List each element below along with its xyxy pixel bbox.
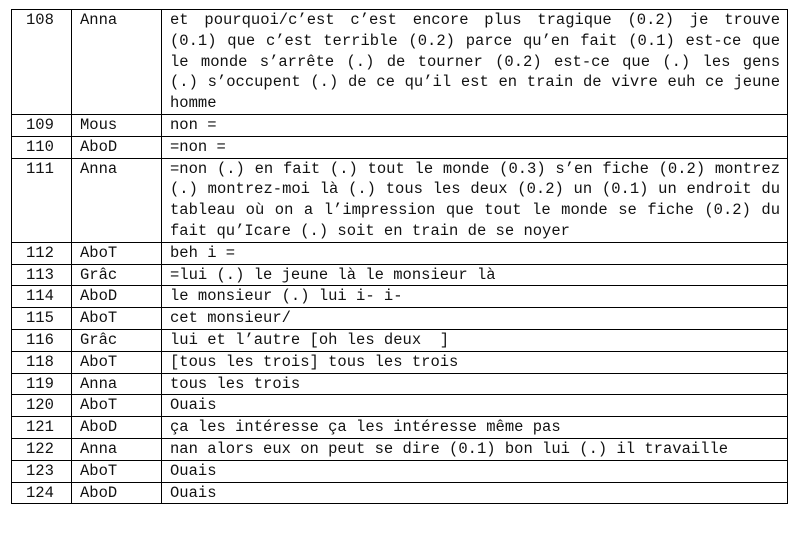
speaker-name: AboD: [72, 482, 162, 504]
speaker-name: AboT: [72, 242, 162, 264]
utterance-text: =non (.) en fait (.) tout le monde (0.3) s’en fiche (0.2) montrez (.) montrez-moi là (.) tous les deux (0.2) un (0.1) un endroit du tableau où on a l’impression que tout le monde se fiche (0.2) du fait qu’Icare (.) soit en train de se noyer: [162, 158, 788, 242]
transcript-row: [12, 417, 788, 439]
transcript-row: [12, 329, 788, 351]
utterance-text: et pourquoi/c’est c’est encore plus tragique (0.2) je trouve (0.1) que c’est terrible (0.2) parce qu’en fait (0.1) est-ce que le monde s’arrête (.) de tourner (0.2) est-ce que (.) les gens (.) s’occupent (.) de ce qu’il est en train de vivre euh ce jeune homme: [162, 10, 788, 115]
transcript-table: [11, 9, 788, 504]
turn-number: 123: [12, 460, 72, 482]
utterance-text: cet monsieur/: [162, 308, 788, 330]
turn-number: 119: [12, 373, 72, 395]
utterance-text: beh i =: [162, 242, 788, 264]
speaker-name: AboD: [72, 417, 162, 439]
speaker-name: AboT: [72, 395, 162, 417]
speaker-name: AboT: [72, 460, 162, 482]
transcript-row: [12, 242, 788, 264]
transcript-row: [12, 460, 788, 482]
transcript-row: [12, 308, 788, 330]
utterance-text: nan alors eux on peut se dire (0.1) bon lui (.) il travaille: [162, 438, 788, 460]
turn-number: 108: [12, 10, 72, 115]
speaker-name: AboD: [72, 286, 162, 308]
transcript-row: [12, 158, 788, 242]
turn-number: 121: [12, 417, 72, 439]
transcript-row: [12, 351, 788, 373]
utterance-text: [tous les trois] tous les trois: [162, 351, 788, 373]
utterance-text: le monsieur (.) lui i- i-: [162, 286, 788, 308]
utterance-text: =lui (.) le jeune là le monsieur là: [162, 264, 788, 286]
turn-number: 110: [12, 136, 72, 158]
transcript-body: [12, 10, 788, 504]
utterance-text: Ouais: [162, 395, 788, 417]
turn-number: 118: [12, 351, 72, 373]
turn-number: 116: [12, 329, 72, 351]
utterance-text: tous les trois: [162, 373, 788, 395]
transcript-row: [12, 482, 788, 504]
speaker-name: AboT: [72, 351, 162, 373]
utterance-text: =non =: [162, 136, 788, 158]
utterance-text: Ouais: [162, 482, 788, 504]
utterance-text: ça les intéresse ça les intéresse même pas: [162, 417, 788, 439]
turn-number: 122: [12, 438, 72, 460]
turn-number: 111: [12, 158, 72, 242]
turn-number: 124: [12, 482, 72, 504]
utterance-text: non =: [162, 114, 788, 136]
turn-number: 109: [12, 114, 72, 136]
speaker-name: Anna: [72, 438, 162, 460]
transcript-row: [12, 136, 788, 158]
speaker-name: Grâc: [72, 264, 162, 286]
speaker-name: Anna: [72, 10, 162, 115]
turn-number: 113: [12, 264, 72, 286]
turn-number: 112: [12, 242, 72, 264]
transcript-row: [12, 395, 788, 417]
transcript-row: [12, 10, 788, 115]
transcript-row: [12, 286, 788, 308]
transcript-row: [12, 264, 788, 286]
speaker-name: Grâc: [72, 329, 162, 351]
speaker-name: AboD: [72, 136, 162, 158]
speaker-name: Mous: [72, 114, 162, 136]
speaker-name: Anna: [72, 158, 162, 242]
transcript-row: [12, 373, 788, 395]
utterance-text: lui et l’autre [oh les deux ]: [162, 329, 788, 351]
transcript-row: [12, 114, 788, 136]
turn-number: 115: [12, 308, 72, 330]
speaker-name: Anna: [72, 373, 162, 395]
speaker-name: AboT: [72, 308, 162, 330]
turn-number: 114: [12, 286, 72, 308]
transcript-row: [12, 438, 788, 460]
utterance-text: Ouais: [162, 460, 788, 482]
turn-number: 120: [12, 395, 72, 417]
